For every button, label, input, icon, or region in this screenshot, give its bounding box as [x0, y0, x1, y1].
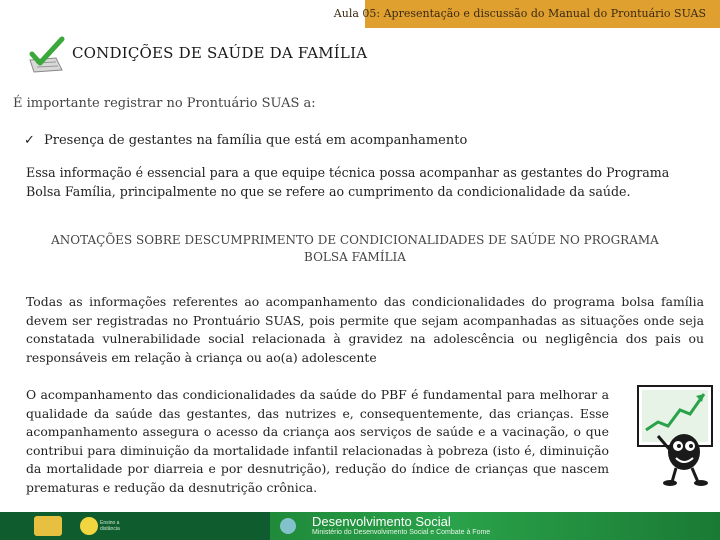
suas-logo-icon [34, 516, 62, 536]
intro-text: É importante registrar no Prontuário SUAS a: [13, 96, 316, 111]
bullet-text: Presença de gestantes na família que está em acompanhamento [44, 133, 468, 148]
paragraph-registro: Todas as informações referentes ao acompanhamento das condicionalidades do programa bolsa família devem ser registradas no Prontuário SUAS, pois permite que sejam acompanhadas as situações onde seja constatada vulnerabilidade social relacionada à gravidez na adolescência ou negligência dos pais ou responsáveis em relação à criança ou ao(a) adolescente [26, 294, 704, 365]
ead-logo-text: Ensino a distância [100, 520, 120, 532]
check-bullet-icon: ✓ [24, 133, 35, 148]
bullet-item [24, 133, 467, 148]
paragraph-gestantes: Essa informação é essencial para a que equipe técnica possa acompanhar as gestantes do Programa Bolsa Família, principalmente no que se refere ao cumprimento da condicionalidade da saúde. [26, 165, 670, 199]
growth-chart-mascot-icon [618, 380, 718, 490]
page-title: CONDIÇÕES DE SAÚDE DA FAMÍLIA [72, 44, 368, 62]
header-bar [333, 0, 720, 28]
checkmark-clipboard-icon [26, 36, 66, 74]
header-caption: Aula 05: Apresentação e discussão do Manual do Prontuário SUAS [333, 7, 706, 20]
mds-brand-icon [280, 518, 296, 534]
footer-brand-title: Desenvolvimento Social [312, 514, 451, 529]
ead-logo-icon [80, 517, 98, 535]
footer-bar [0, 512, 720, 540]
paragraph-acompanhamento: O acompanhamento das condicionalidades da saúde do PBF é fundamental para melhorar a qualidade da saúde das gestantes, das nutrizes e, consequentemente, das crianças. Esse acompanhamento assegura o acesso da criança aos serviços de saúde e a vacinação, o que contribui para diminuição da mortalidade infantil relacionadas à pobreza (isto é, diminuição da mortalidade por diarreia e por desnutrição), redução do índice de crianças que nascem prematuras e redução da desnutrição crônica. [26, 387, 609, 495]
footer-brand-subtitle: Ministério do Desenvolvimento Social e Combate à Fome [312, 529, 491, 536]
section-subheading: ANOTAÇÕES SOBRE DESCUMPRIMENTO DE CONDICIONALIDADES DE SAÚDE NO PROGRAMA BOLSA FAMÍLIA [51, 233, 659, 264]
